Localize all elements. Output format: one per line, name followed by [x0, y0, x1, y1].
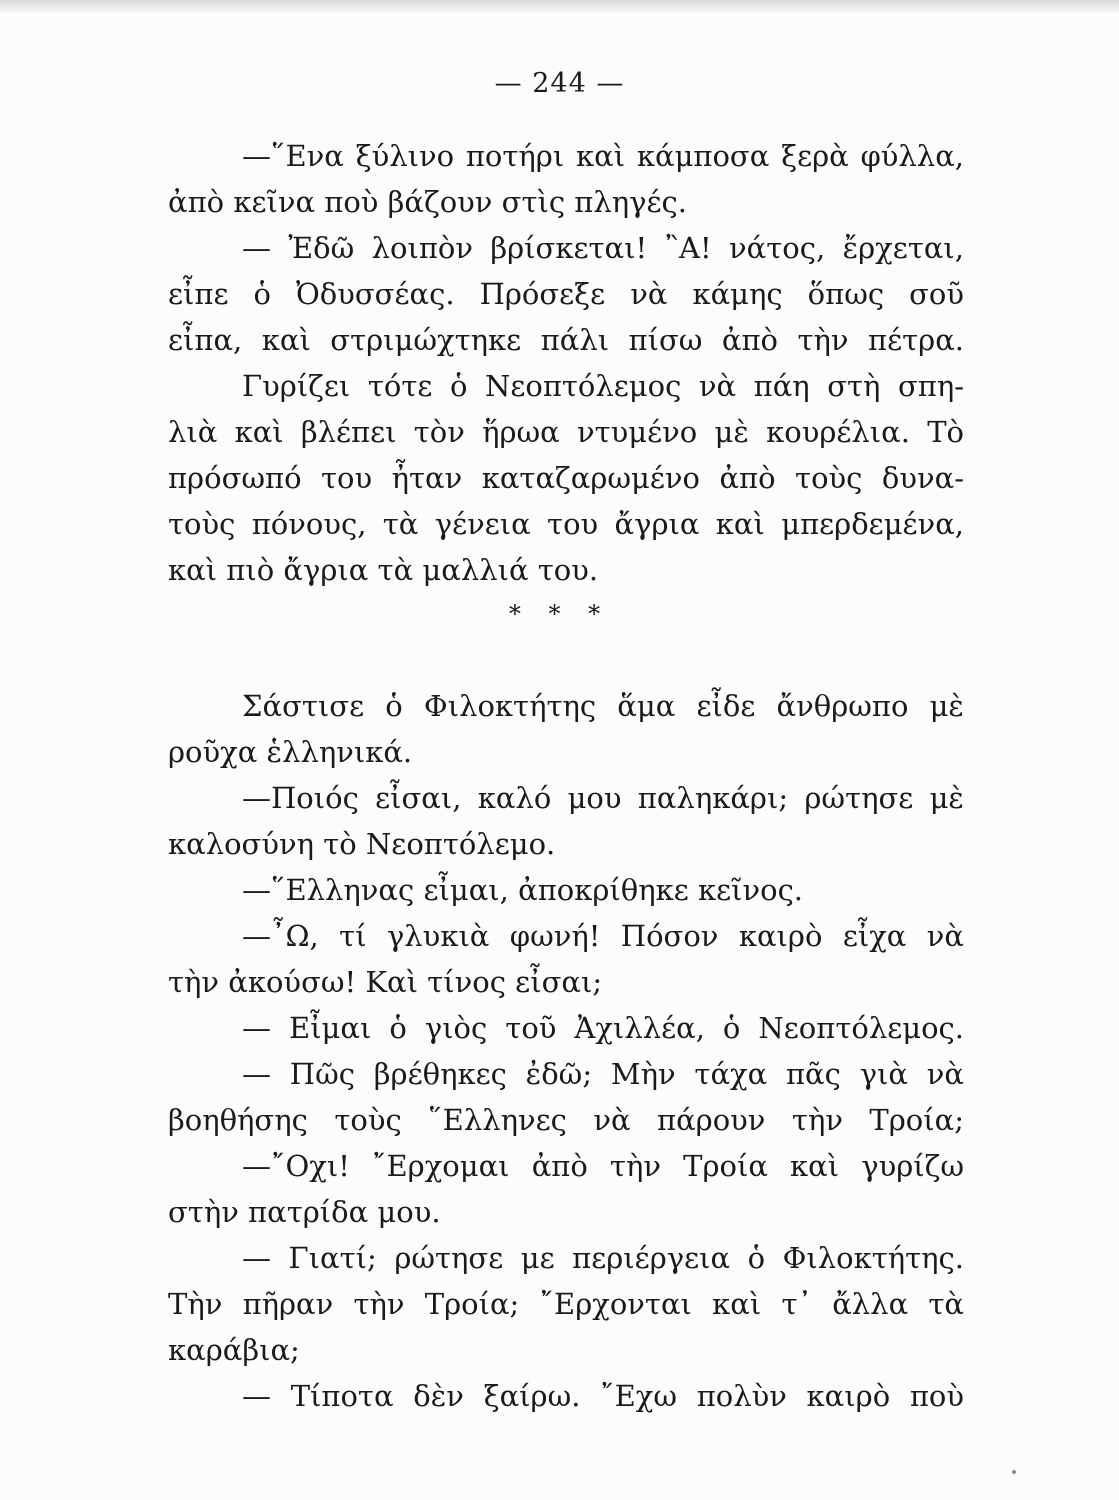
text-line: πρόσωπό του ἦταν καταζαρωμένο ἀπὸ τοὺς δυνα- — [168, 461, 964, 495]
text-line: —῎Οχι! ῎Ερχομαι ἀπὸ τὴν Τροία καὶ γυρίζω — [242, 1149, 964, 1183]
text-line: Σάστισε ὁ Φιλοκτήτης ἅμα εἶδε ἄνθρωπο μὲ — [242, 689, 964, 723]
text-line: — Εἶμαι ὁ γιὸς τοῦ Ἀχιλλέα, ὁ Νεοπτόλεμος. — [242, 1011, 964, 1045]
text-line: βοηθήσης τοὺς ῞Ελληνες νὰ πάρουν τὴν Τροία; — [168, 1103, 964, 1137]
text-line: ἀπὸ κεῖνα ποὺ βάζουν στὶς πληγές. — [168, 185, 687, 219]
text-line: — Ἐδῶ λοιπὸν βρίσκεται! ῍Α! νάτος, ἔρχεται, — [242, 231, 964, 265]
text-line: τὴν ἀκούσω! Καὶ τίνος εἶσαι; — [168, 965, 603, 999]
text-line: — Πῶς βρέθηκες ἐδῶ; Μὴν τάχα πᾶς γιὰ νὰ — [242, 1057, 964, 1091]
text-line: Τὴν πῆραν τὴν Τροία; ῎Ερχονται καὶ τ᾽ ἄλλα τὰ — [168, 1287, 964, 1321]
text-line: εἶπε ὁ Ὀδυσσέας. Πρόσεξε νὰ κάμης ὅπως σοῦ — [168, 277, 964, 311]
text-line: στὴν πατρίδα μου. — [168, 1195, 441, 1229]
text-line: —Ποιός εἶσαι, καλό μου παληκάρι; ρώτησε μὲ — [242, 781, 964, 815]
text-line: —῏Ω, τί γλυκιὰ φωνή! Πόσον καιρὸ εἶχα νὰ — [242, 919, 964, 953]
text-line: τοὺς πόνους, τὰ γένεια του ἄγρια καὶ μπερδεμένα, — [168, 507, 964, 541]
text-line: ροῦχα ἑλληνικά. — [168, 735, 413, 769]
page-number: — 244 — — [494, 68, 625, 99]
section-separator: * * * — [508, 600, 611, 628]
text-line: —῞Ενα ξύλινο ποτήρι καὶ κάμποσα ξερὰ φύλλα, — [242, 139, 964, 173]
text-line: λιὰ καὶ βλέπει τὸν ἥρωα ντυμένο μὲ κουρέλια. Τὸ — [168, 415, 964, 449]
page-top-edge — [0, 0, 1119, 14]
text-line: — Γιατί; ρώτησε με περιέργεια ὁ Φιλοκτήτης. — [242, 1241, 964, 1275]
text-line: καὶ πιὸ ἄγρια τὰ μαλλιά του. — [168, 553, 599, 587]
text-line: εἶπα, καὶ στριμώχτηκε πάλι πίσω ἀπὸ τὴν πέτρα. — [168, 323, 964, 357]
text-line: καράβια; — [168, 1333, 300, 1367]
text-line: Γυρίζει τότε ὁ Νεοπτόλεμος νὰ πάη στὴ σπη- — [242, 369, 964, 403]
text-line: — Τίποτα δὲν ξαίρω. ῎Εχω πολὺν καιρὸ ποὺ — [242, 1379, 964, 1413]
text-line: —῞Ελληνας εἶμαι, ἀποκρίθηκε κεῖνος. — [242, 873, 804, 907]
paper-speck — [1012, 1470, 1016, 1474]
text-line: καλοσύνη τὸ Νεοπτόλεμο. — [168, 827, 556, 861]
